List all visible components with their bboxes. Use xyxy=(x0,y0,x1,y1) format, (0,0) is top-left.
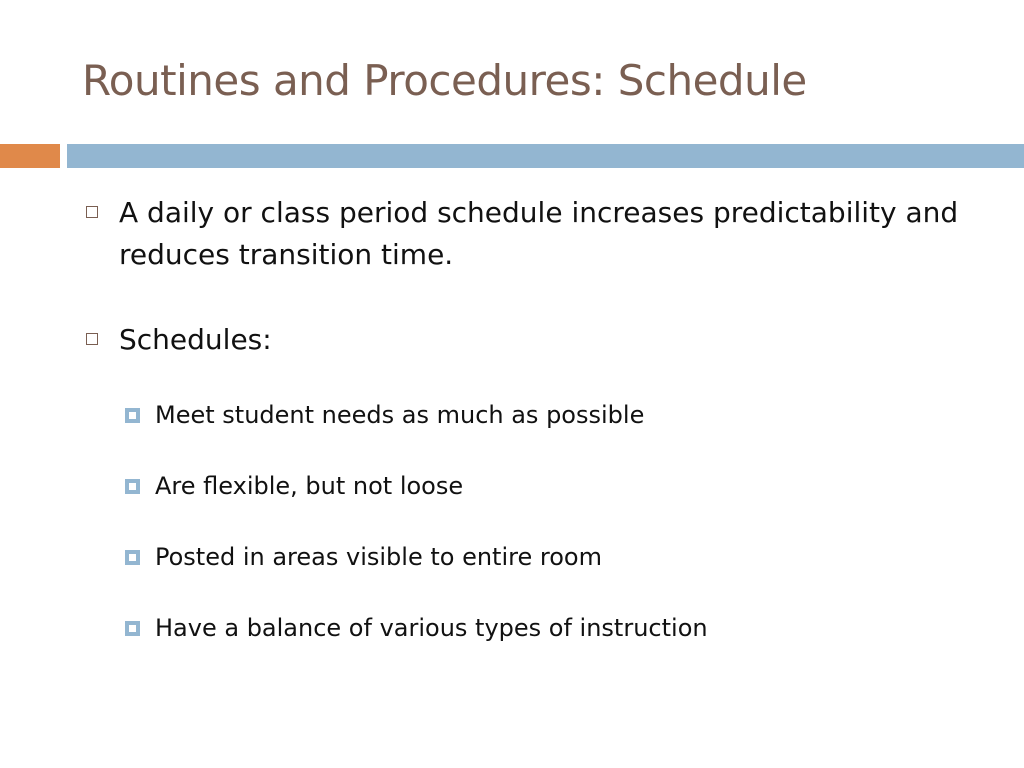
bullet-text: A daily or class period schedule increases predictability and reduces transition time. xyxy=(119,196,959,271)
sub-bullet-text: Meet student needs as much as possible xyxy=(155,401,645,429)
hollow-square-bullet-icon xyxy=(86,333,98,345)
sub-bullet-item xyxy=(125,542,985,572)
bullet-item xyxy=(86,319,966,361)
filled-square-bullet-icon xyxy=(125,621,140,636)
filled-square-bullet-icon xyxy=(125,408,140,423)
sub-bullet-text: Posted in areas visible to entire room xyxy=(155,543,602,571)
hollow-square-bullet-icon xyxy=(86,206,98,218)
sub-bullet-item xyxy=(125,400,985,430)
bullet-text: Schedules: xyxy=(119,323,272,356)
sub-bullet-text: Are flexible, but not loose xyxy=(155,472,464,500)
filled-square-bullet-icon xyxy=(125,479,140,494)
sub-bullet-item xyxy=(125,471,985,501)
filled-square-bullet-icon xyxy=(125,550,140,565)
slide-title: Routines and Procedures: Schedule xyxy=(82,56,807,105)
sub-bullet-text: Have a balance of various types of instruction xyxy=(155,614,708,642)
sub-bullet-item xyxy=(125,613,985,643)
bullet-item xyxy=(86,192,966,276)
